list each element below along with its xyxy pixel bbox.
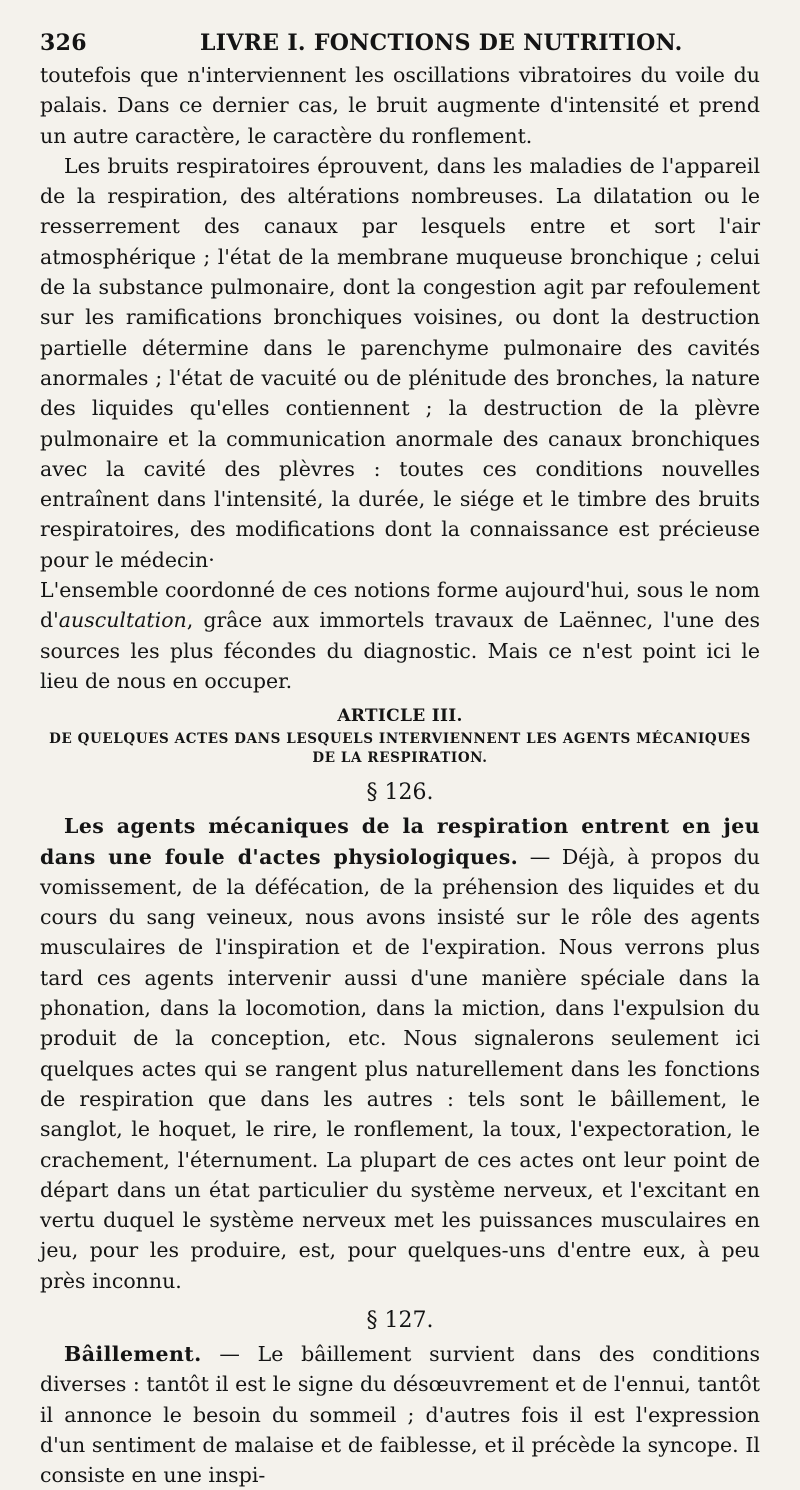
article-subheading: DE QUELQUES ACTES DANS LESQUELS INTERVIENNENT LES AGENTS MÉCANIQUES DE LA RESPIRATION. [49, 731, 751, 767]
section-127-text: — Le bâillement survient dans des conditions diverses : tantôt il est le signe du désœuvrement et de l'ennui, tantôt il annonce le besoin du sommeil ; d'autres fois il est l'expression d'un sentiment de malaise et de faiblesse, et il précède la syncope. Il consiste en une inspi- [40, 1341, 760, 1488]
section-127-paragraph [40, 1339, 760, 1490]
section-126-text: — Déjà, à propos du vomissement, de la défécation, de la préhension des liquides et du cours du sang veineux, nous avons insisté sur le rôle des agents musculaires de l'inspiration et de l'expiration. Nous verrons plus tard ces agents intervenir aussi d'une manière spéciale dans la phonation, dans la locomotion, dans la miction, dans l'expulsion du produit de la conception, etc. Nous signalerons seulement ici quelques actes qui se rangent plus naturellement dans les fonctions de respiration que dans les autres : tels sont le bâillement, le sanglot, le hoquet, le rire, le ronflement, la toux, l'expectoration, le crachement, l'éternument. La plupart de ces actes ont leur point de départ dans un état particulier du système nerveux, et l'excitant en vertu duquel le système nerveux met les puissances musculaires en jeu, pour les produire, est, pour quelques-uns d'entre eux, à peu près inconnu. [40, 844, 761, 1293]
paragraph-breath-sounds: Les bruits respiratoires éprouvent, dans les maladies de l'appareil de la respiration, des altérations nombreuses. La dilatation ou le resserrement des canaux par lesquels entre et sort l'air atmosphérique ; l'état de la membrane muqueuse bronchique ; celui de la substance pulmonaire, dont la congestion agit par refoulement sur les ramifications bronchiques voisines, ou dont la destruction partielle détermine dans le parenchyme pulmonaire des cavités anormales ; l'état de vacuité ou de plénitude des bronches, la nature des liquides qu'elles contiennent ; la destruction de la plèvre pulmonaire et la communication anormale des canaux bronchiques avec la cavité des plèvres : toutes ces conditions nouvelles entraînent dans l'intensité, la durée, le siége et le timbre des bruits respiratoires, des modifications dont la connaissance est précieuse pour le médecin· [40, 153, 760, 572]
paragraph-auscultation [40, 575, 760, 696]
paragraph-continued: toutefois que n'interviennent les oscillations vibratoires du voile du palais. Dans ce dernier cas, le bruit augmente d'intensité et prend un autre caractère, le caractère du ronflement. [40, 63, 760, 148]
section-126-paragraph [40, 811, 760, 1296]
section-126-heading: § 126. [366, 780, 434, 806]
running-header [40, 30, 760, 56]
auscultation-term: auscultation [58, 608, 187, 633]
page-number: 326 [40, 30, 87, 56]
auscultation-text-end: , grâce aux immortels travaux de Laënnec, l'une des sources les plus fécondes du diagnostic. Mais ce n'est point ici le lieu de nous en occuper. [40, 608, 760, 693]
section-127-runin: Bâillement. [64, 1341, 202, 1366]
section-126-runin: Les agents mécaniques de la respiration entrent en jeu dans une foule d'actes physiologiques. [40, 814, 760, 869]
article-heading: ARTICLE III. [337, 706, 463, 727]
auscultation-text-start: L'ensemble coordonné de ces notions forme aujourd'hui, sous le nom d' [40, 578, 760, 633]
running-title: LIVRE I. FONCTIONS DE NUTRITION. [200, 30, 683, 56]
section-127-heading: § 127. [366, 1307, 434, 1333]
